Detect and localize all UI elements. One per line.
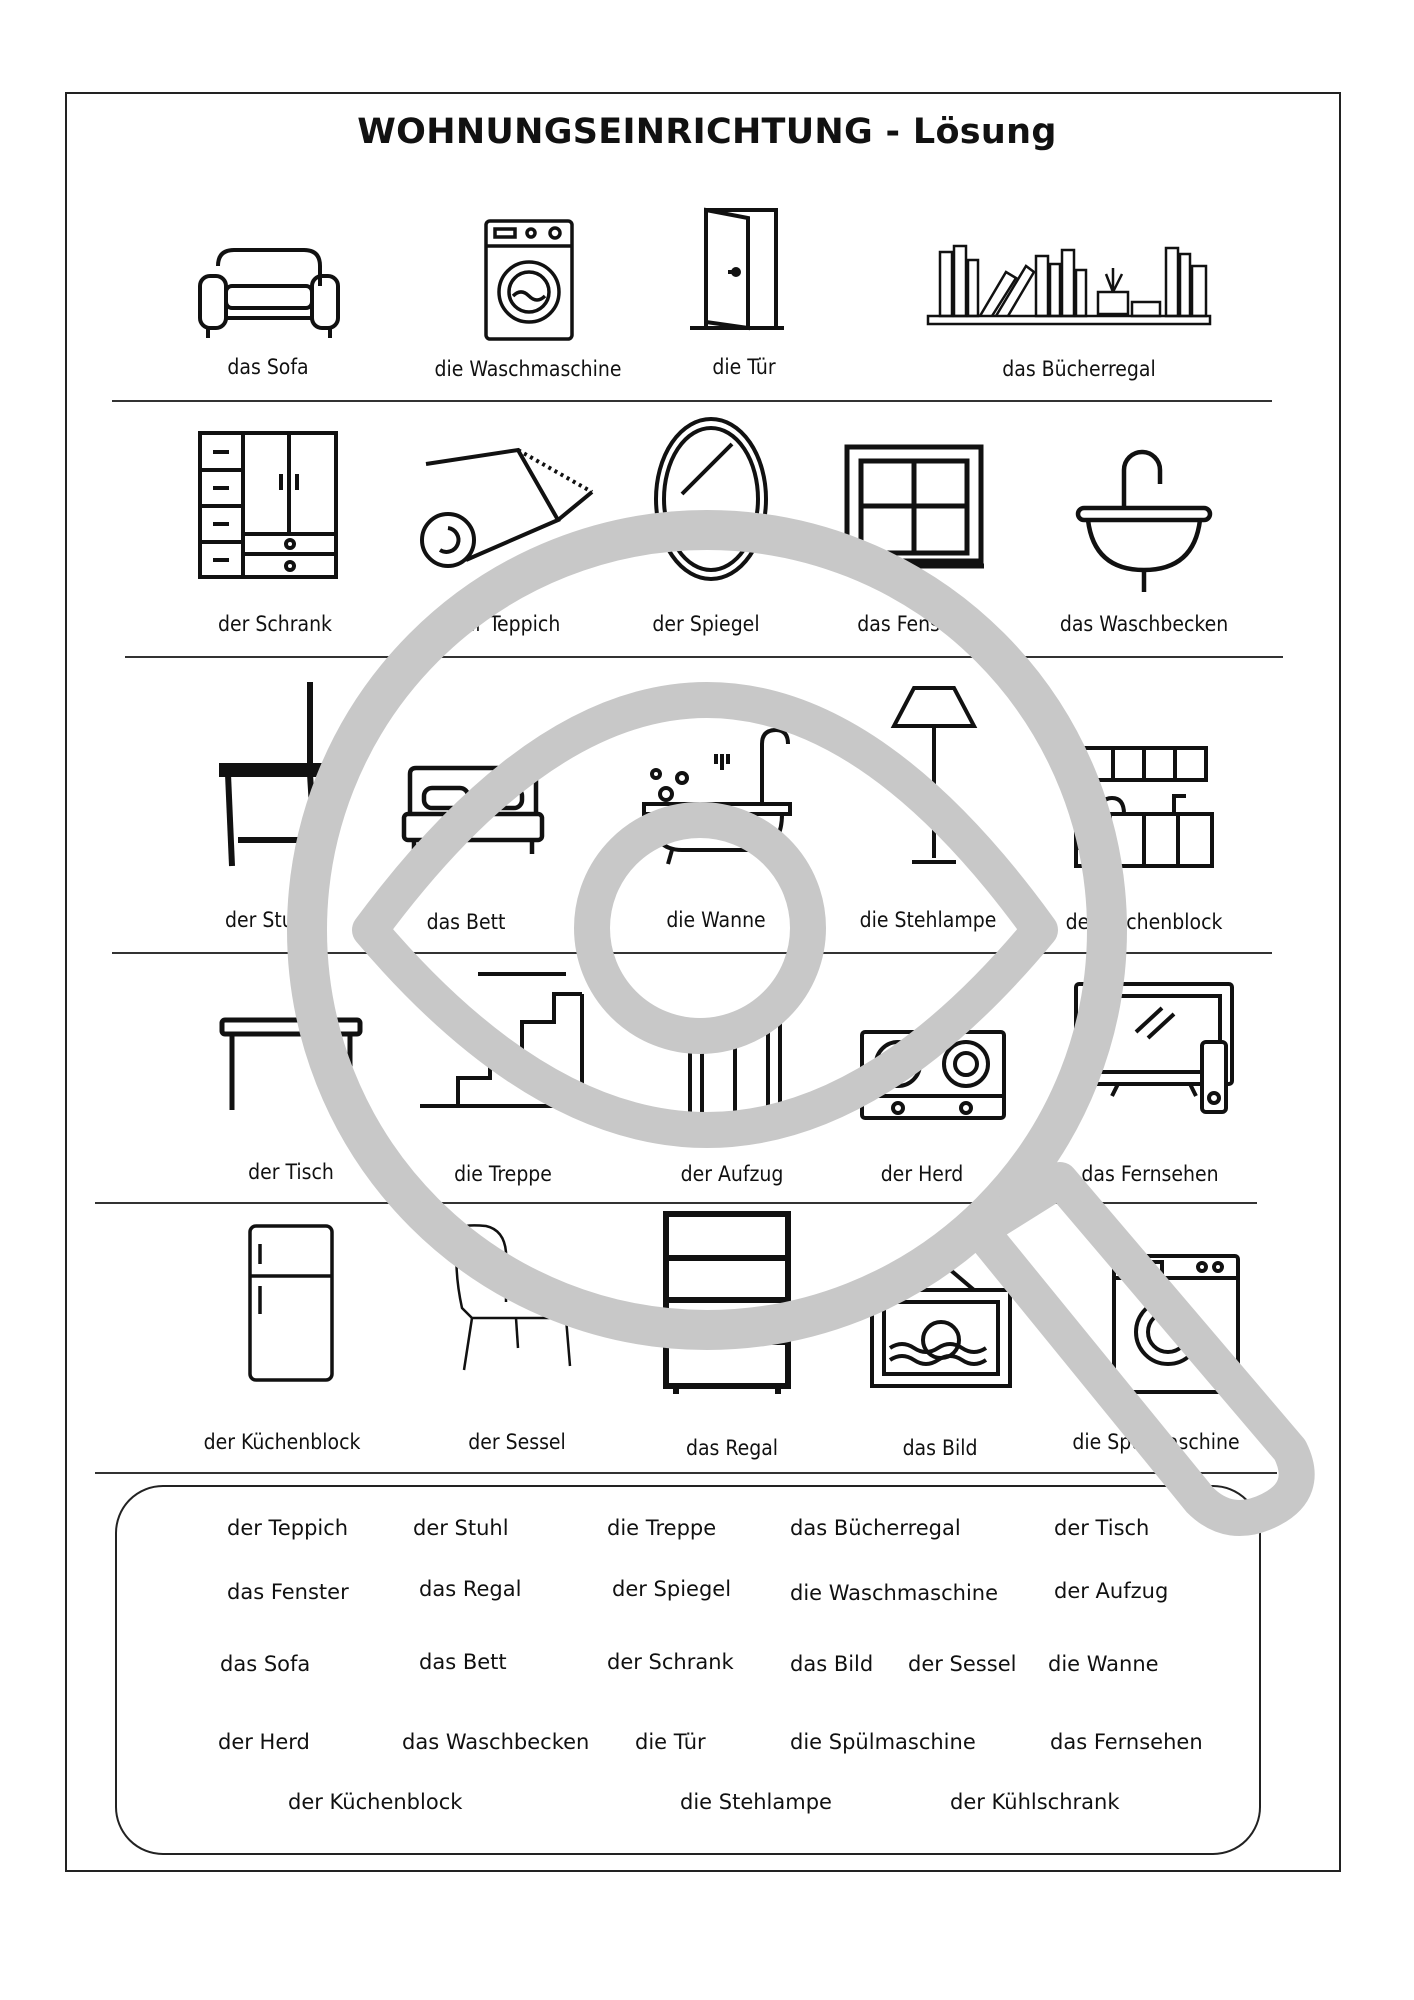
word-bank-item: der Sessel: [908, 1652, 1017, 1676]
word-bank-item: der Kühlschrank: [950, 1790, 1120, 1814]
word-bank-item: das Bücherregal: [790, 1516, 961, 1540]
item-label: das Fernsehen: [1081, 1162, 1219, 1186]
item-label: das Bücherregal: [1002, 357, 1156, 381]
wardrobe-icon: [197, 430, 339, 580]
tv-icon: [1074, 982, 1236, 1116]
bed-icon: [400, 764, 546, 864]
picture-icon: [868, 1256, 1014, 1390]
item-label: der Aufzug: [680, 1162, 784, 1186]
word-bank-item: der Schrank: [607, 1650, 734, 1674]
word-bank-item: die Treppe: [607, 1516, 717, 1540]
row-divider: [112, 400, 1272, 402]
sofa-icon: [196, 246, 342, 340]
item-label: das Regal: [685, 1436, 779, 1460]
row-divider: [112, 952, 1272, 954]
item-label: das Bild: [902, 1436, 978, 1460]
word-bank-item: der Küchenblock: [288, 1790, 463, 1814]
table-icon: [218, 964, 364, 1114]
item-label: die Tür: [712, 355, 776, 379]
word-bank-item: die Spülmaschine: [790, 1730, 976, 1754]
word-bank-item: der Herd: [218, 1730, 310, 1754]
row-divider: [95, 1472, 1277, 1474]
word-bank-item: das Sofa: [220, 1652, 311, 1676]
item-label: die Waschmaschine: [434, 357, 622, 381]
item-label: die Spülmaschine: [1072, 1430, 1240, 1454]
word-bank-item: die Waschmaschine: [790, 1581, 999, 1605]
item-label: das Waschbecken: [1059, 612, 1229, 636]
item-label: die Stehlampe: [859, 908, 997, 932]
dishwasher-icon: [1112, 1254, 1240, 1394]
bookshelf-icon: [926, 242, 1214, 328]
floor-lamp-icon: [892, 686, 982, 868]
elevator-icon: [688, 1018, 782, 1118]
word-bank-item: der Stuhl: [413, 1516, 509, 1540]
item-label: das Sofa: [227, 355, 309, 379]
word-bank-item: das Bild: [790, 1652, 874, 1676]
item-label: der Schrank: [217, 612, 333, 636]
item-label: der Sessel: [468, 1430, 566, 1454]
word-bank-item: die Stehlampe: [680, 1790, 832, 1814]
rug-icon: [418, 450, 594, 580]
mirror-icon: [652, 414, 770, 584]
word-bank-item: das Waschbecken: [402, 1730, 590, 1754]
item-label: der Teppich: [451, 612, 561, 636]
item-label: das Bett: [426, 910, 506, 934]
stairs-icon: [418, 970, 586, 1110]
item-label: die Treppe: [454, 1162, 552, 1186]
word-bank-item: der Teppich: [227, 1516, 349, 1540]
page-title: WOHNUNGSEINRICHTUNG - Lösung: [357, 112, 1057, 152]
word-bank-item: das Fenster: [227, 1580, 349, 1604]
sink-icon: [1074, 442, 1214, 598]
item-label: der Tisch: [248, 1160, 334, 1184]
row-divider: [95, 1202, 1257, 1204]
word-bank-item: der Tisch: [1054, 1516, 1150, 1540]
item-label: die Wanne: [666, 908, 766, 932]
fridge-icon: [246, 1224, 336, 1384]
word-bank-item: der Spiegel: [612, 1577, 732, 1601]
word-bank-item: das Regal: [419, 1577, 522, 1601]
item-label: der Küchenblock: [203, 1430, 361, 1454]
item-label: der Herd: [880, 1162, 964, 1186]
item-label: der Küchenblock: [1065, 910, 1223, 934]
bathtub-icon: [642, 724, 792, 868]
item-label: das Fenster: [857, 612, 967, 636]
row-divider: [125, 656, 1283, 658]
item-label: der Stuhl: [225, 908, 311, 932]
chair-icon: [218, 680, 328, 870]
kitchen-icon: [1074, 744, 1214, 870]
door-icon: [688, 204, 784, 332]
word-bank-item: das Bett: [419, 1650, 507, 1674]
stove-icon: [860, 1030, 1006, 1120]
washing-machine-icon: [483, 218, 575, 342]
word-bank-item: das Fernsehen: [1050, 1730, 1203, 1754]
armchair-icon: [446, 1222, 586, 1374]
window-icon: [844, 444, 984, 574]
word-bank-item: die Wanne: [1048, 1652, 1159, 1676]
item-label: der Spiegel: [652, 612, 760, 636]
shelf-icon: [662, 1210, 792, 1394]
word-bank-item: der Aufzug: [1054, 1579, 1169, 1603]
word-bank-item: die Tür: [635, 1730, 706, 1754]
